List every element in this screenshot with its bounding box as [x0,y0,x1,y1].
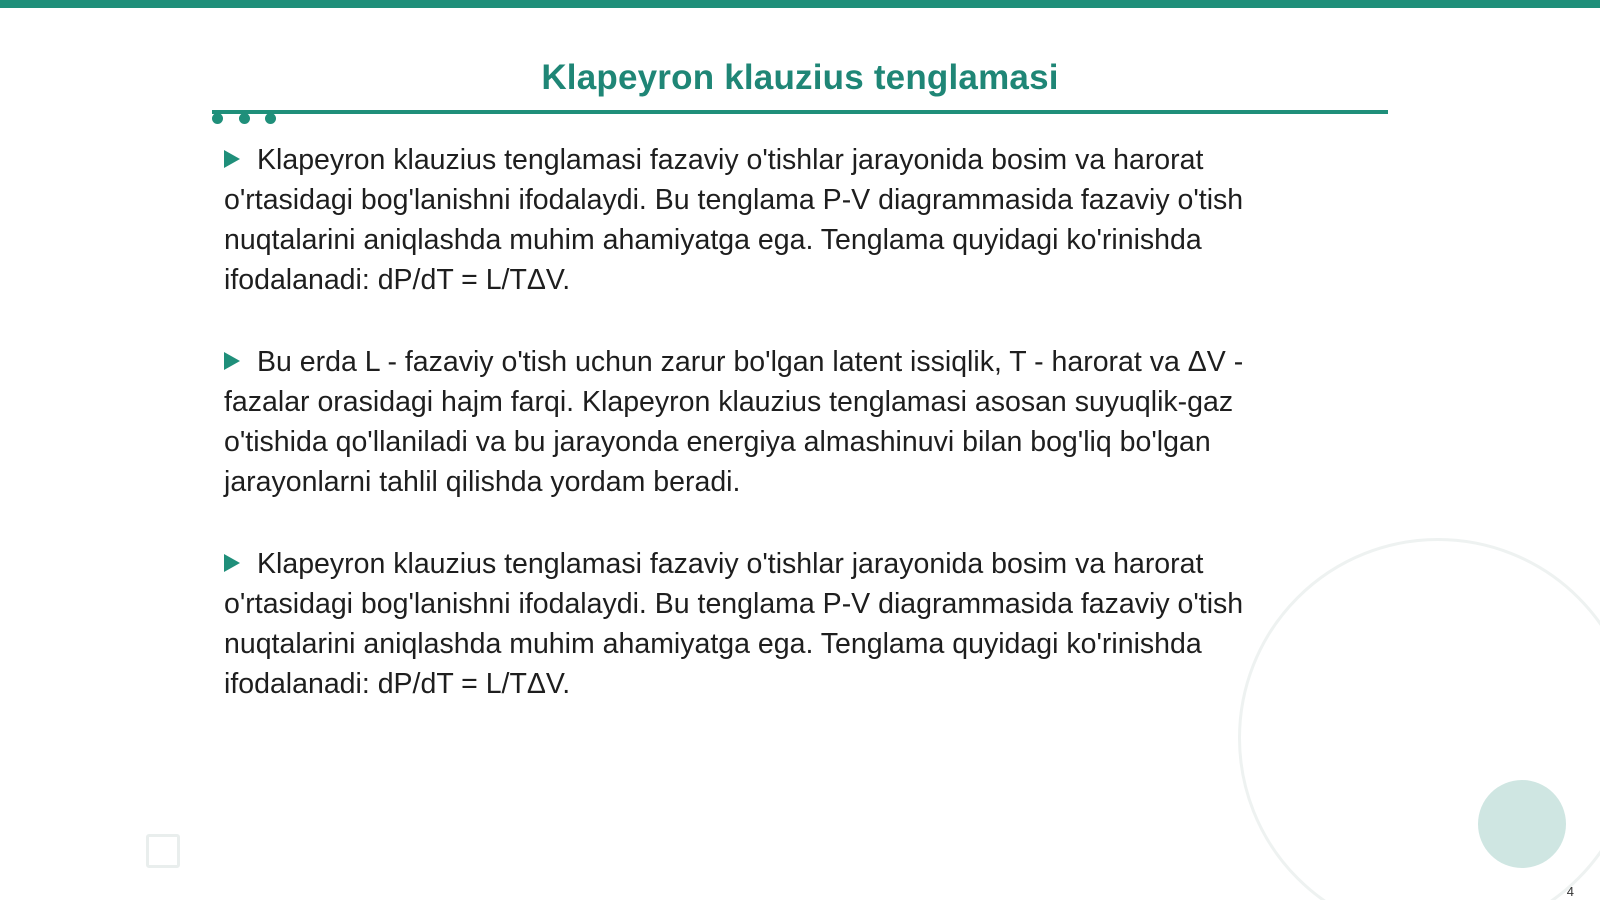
triangle-bullet-icon [224,352,240,370]
decorative-dot [212,113,223,124]
bullet-item [224,140,1334,300]
bullet-text: Bu erda L - fazaviy o'tish uchun zarur bo'lgan latent issiqlik, T - harorat va ΔV - fazalar orasidagi hajm farqi. Klapeyron klauzius tenglamasi asosan suyuqlik-gaz o'tishida qo'llaniladi va bu jarayonda energiya almashinuvi bilan bog'liq bo'lgan jarayonlarni tahlil qilishda yordam beradi. [224,346,1244,498]
page-number: 4 [1566,884,1574,899]
bullet-item [224,342,1334,502]
bullet-item [224,544,1334,704]
decorative-dot [265,113,276,124]
triangle-bullet-icon [224,554,240,572]
decorative-square [146,834,180,868]
bullet-text: Klapeyron klauzius tenglamasi fazaviy o'tishlar jarayonida bosim va harorat o'rtasidagi bog'lanishni ifodalaydi. Bu tenglama P-V diagrammasida fazaviy o'tish nuqtalarini aniqlashda muhim ahamiyatga ega. Tenglama quyidagi ko'rinishda ifodalanadi: dP/dT = L/TΔV. [224,548,1244,700]
slide-title: Klapeyron klauzius tenglamasi [541,58,1059,97]
top-accent-bar [0,0,1600,8]
decorative-dot [239,113,250,124]
bullet-text: Klapeyron klauzius tenglamasi fazaviy o'tishlar jarayonida bosim va harorat o'rtasidagi bog'lanishni ifodalaydi. Bu tenglama P-V diagrammasida fazaviy o'tish nuqtalarini aniqlashda muhim ahamiyatga ega. Tenglama quyidagi ko'rinishda ifodalanadi: dP/dT = L/TΔV. [224,144,1244,296]
triangle-bullet-icon [224,150,240,168]
bullet-list [224,140,1334,746]
title-underline [212,110,1388,114]
decorative-circle [1478,780,1566,868]
